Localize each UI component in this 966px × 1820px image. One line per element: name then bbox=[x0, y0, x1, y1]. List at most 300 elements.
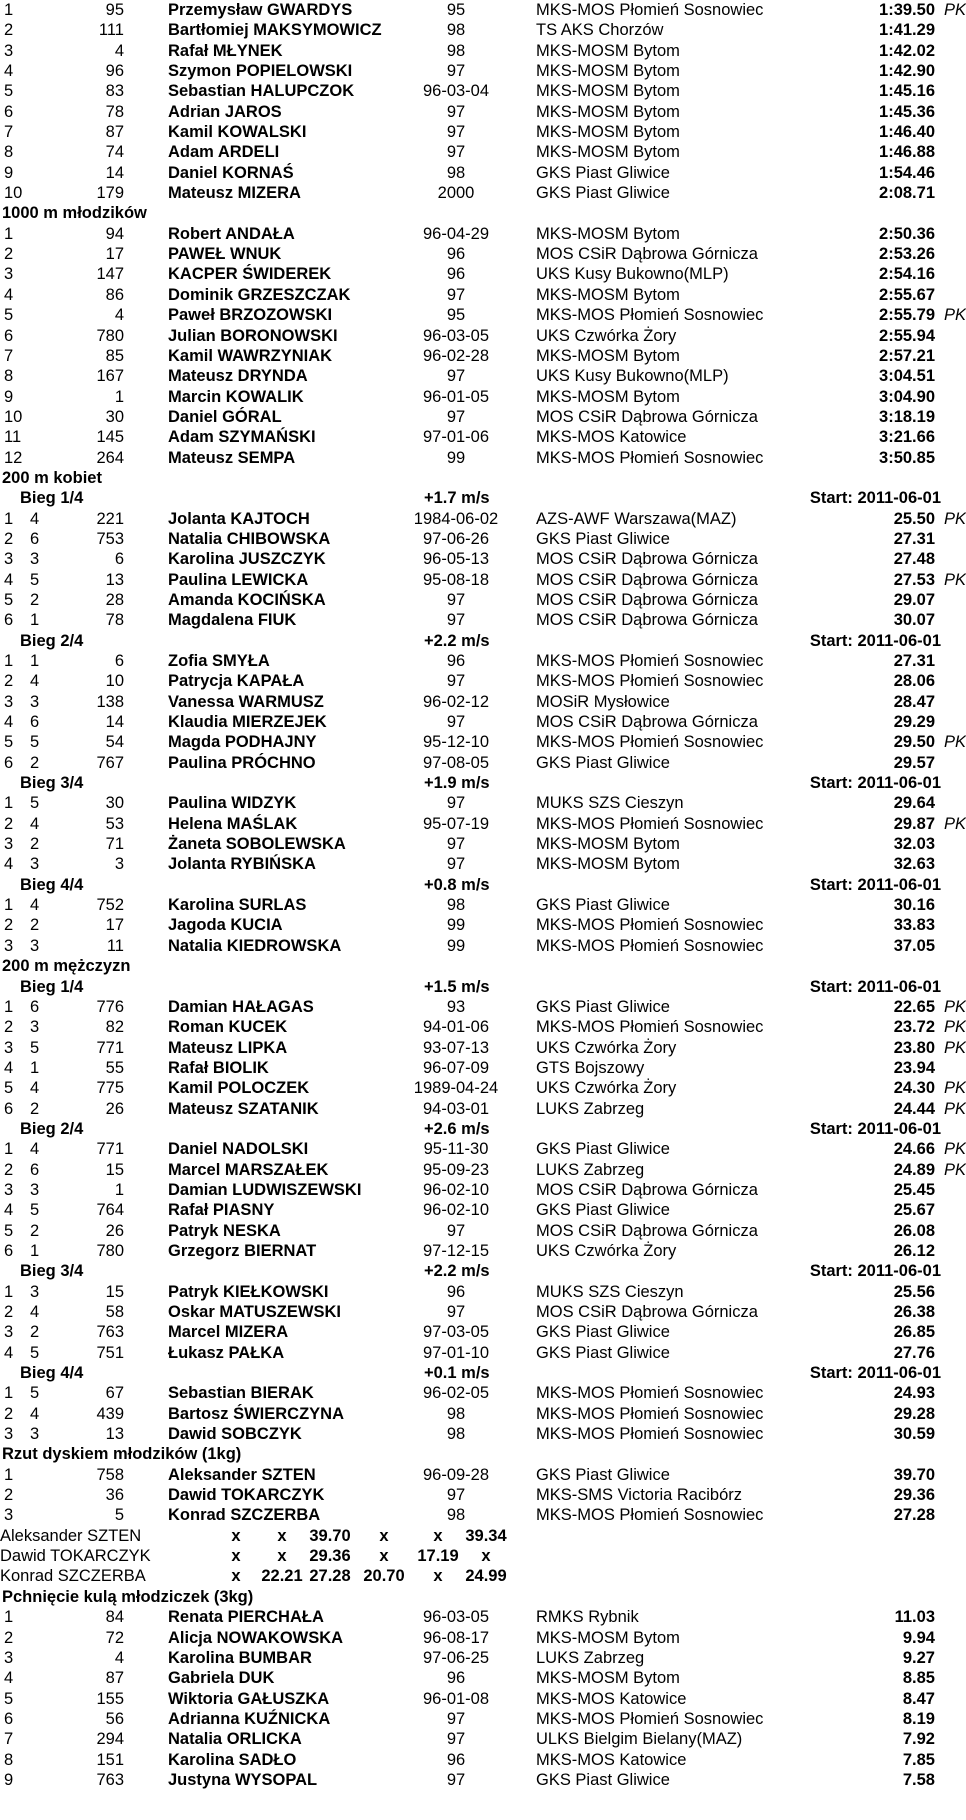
place: 1 bbox=[4, 224, 14, 243]
bib-number: 94 bbox=[105, 224, 124, 243]
place: 2 bbox=[4, 1303, 14, 1321]
bib-number: 71 bbox=[105, 835, 124, 854]
athlete-name: Natalia KIEDROWSKA bbox=[168, 936, 342, 955]
athlete-name: Paweł BRZOZOWSKI bbox=[168, 306, 333, 325]
bib-number: 771 bbox=[96, 1038, 124, 1057]
athlete-name: Alicja NOWAKOWSKA bbox=[168, 1628, 344, 1647]
club-name: MKS-MOS Płomień Sosnowiec bbox=[536, 814, 764, 833]
place: 7 bbox=[4, 1730, 14, 1749]
athlete-name: Zofia SMYŁA bbox=[168, 652, 270, 670]
place: 9 bbox=[4, 387, 14, 406]
lane: 1 bbox=[30, 611, 40, 630]
athlete-name: Karolina BUMBAR bbox=[168, 1648, 312, 1667]
athlete-name: Paulina LEWICKA bbox=[168, 570, 309, 589]
place: 5 bbox=[4, 1689, 14, 1708]
athlete-name: Szymon POPIELOWSKI bbox=[168, 62, 353, 81]
result-value: 28.47 bbox=[893, 692, 935, 711]
club-name: MKS-MOSM Bytom bbox=[536, 41, 680, 60]
club-name: MKS-MOSM Bytom bbox=[536, 387, 680, 406]
attempts-athlete-name: Dawid TOKARCZYK bbox=[0, 1547, 151, 1566]
result-row bbox=[0, 244, 960, 264]
bib-number: 30 bbox=[105, 794, 124, 813]
club-name: MKS-MOS Płomień Sosnowiec bbox=[536, 306, 764, 325]
result-value: 25.50 bbox=[893, 509, 935, 528]
lane: 5 bbox=[30, 1038, 40, 1057]
athlete-name: Mateusz SZATANIK bbox=[168, 1099, 319, 1118]
attempt-value: 27.28 bbox=[309, 1567, 351, 1586]
birth-date: 96-07-09 bbox=[422, 1058, 490, 1077]
result-row bbox=[0, 651, 960, 671]
place: 7 bbox=[4, 346, 14, 365]
result-row bbox=[0, 590, 960, 610]
birth-date: 1989-04-24 bbox=[413, 1079, 499, 1098]
attempts-athlete-name: Aleksander SZTEN bbox=[0, 1526, 142, 1545]
place: 2 bbox=[4, 672, 14, 691]
lane: 2 bbox=[30, 1221, 40, 1240]
result-value: 39.70 bbox=[893, 1465, 935, 1484]
bib-number: 771 bbox=[96, 1140, 124, 1159]
place: 5 bbox=[4, 82, 14, 101]
athlete-name: Marcel MARSZAŁEK bbox=[168, 1160, 329, 1179]
birth-date: 97 bbox=[446, 102, 466, 121]
athlete-name: Robert ANDAŁA bbox=[168, 224, 295, 243]
club-name: MKS-MOSM Bytom bbox=[536, 285, 680, 304]
birth-date: 96-03-05 bbox=[422, 1608, 490, 1627]
athlete-name: Mateusz MIZERA bbox=[168, 184, 301, 203]
club-name: MOS CSiR Dąbrowa Górnicza bbox=[536, 245, 758, 264]
attempt-value: x bbox=[231, 1567, 241, 1586]
bib-number: 111 bbox=[98, 21, 124, 40]
result-row bbox=[0, 41, 960, 61]
bib-number: 14 bbox=[105, 713, 124, 732]
birth-date: 97-01-10 bbox=[422, 1343, 490, 1362]
result-value: 24.66 bbox=[893, 1140, 935, 1159]
birth-date: 97 bbox=[446, 1303, 466, 1321]
heat-header bbox=[0, 773, 960, 793]
bib-number: 28 bbox=[105, 590, 124, 609]
club-name: MKS-MOSM Bytom bbox=[536, 82, 680, 101]
birth-date: 95 bbox=[446, 1, 466, 19]
place: 6 bbox=[4, 102, 14, 121]
club-name: GKS Piast Gliwice bbox=[536, 997, 670, 1016]
result-row bbox=[0, 346, 960, 366]
lane: 3 bbox=[30, 936, 40, 955]
result-value: 2:55.79 bbox=[879, 306, 935, 325]
attempt-value: x bbox=[231, 1526, 241, 1545]
result-row bbox=[0, 1729, 960, 1749]
birth-date: 95-12-10 bbox=[422, 733, 490, 752]
athlete-name: Damian LUDWISZEWSKI bbox=[168, 1180, 362, 1199]
result-row bbox=[0, 1770, 960, 1790]
birth-date: 97 bbox=[446, 855, 466, 874]
result-value: 22.65 bbox=[893, 997, 935, 1016]
club-name: MKS-MOSM Bytom bbox=[536, 346, 680, 365]
birth-date: 97 bbox=[446, 123, 466, 142]
athlete-name: Karolina SURLAS bbox=[168, 896, 307, 915]
attempt-value: x bbox=[277, 1547, 287, 1566]
lane: 3 bbox=[30, 1282, 40, 1301]
athlete-name: Daniel NADOLSKI bbox=[168, 1140, 309, 1159]
bib-number: 4 bbox=[114, 306, 124, 325]
bib-number: 763 bbox=[96, 1323, 124, 1342]
result-row bbox=[0, 1709, 960, 1729]
birth-date: 96-03-04 bbox=[422, 82, 490, 101]
bib-number: 764 bbox=[96, 1201, 124, 1220]
birth-date: 98 bbox=[446, 896, 466, 915]
attempt-value: 22.21 bbox=[261, 1567, 303, 1586]
bib-number: 13 bbox=[105, 1425, 124, 1444]
result-value: 32.63 bbox=[893, 855, 935, 874]
result-value: 3:18.19 bbox=[879, 407, 935, 426]
place: 2 bbox=[4, 1160, 14, 1179]
lane: 1 bbox=[30, 1241, 40, 1260]
athlete-name: Amanda KOCIŃSKA bbox=[168, 590, 326, 609]
result-value: 27.31 bbox=[893, 529, 935, 548]
lane: 4 bbox=[30, 1079, 40, 1098]
result-row bbox=[0, 509, 966, 529]
club-name: LUKS Zabrzeg bbox=[536, 1648, 645, 1667]
attempt-value: 17.19 bbox=[417, 1547, 459, 1566]
result-value: 9.27 bbox=[902, 1648, 935, 1667]
result-value: 24.30 bbox=[893, 1079, 935, 1098]
place: 1 bbox=[4, 1608, 14, 1627]
result-row bbox=[0, 610, 960, 630]
place: 1 bbox=[4, 1282, 14, 1301]
athlete-name: Rafał PIASNY bbox=[168, 1201, 275, 1220]
place: 2 bbox=[4, 916, 14, 935]
result-row bbox=[0, 142, 960, 162]
bib-number: 17 bbox=[105, 916, 124, 935]
lane: 4 bbox=[30, 1404, 40, 1423]
club-name: MKS-MOS Płomień Sosnowiec bbox=[536, 1425, 764, 1444]
result-row bbox=[0, 427, 960, 447]
place: 6 bbox=[4, 1099, 14, 1118]
birth-date: 96 bbox=[446, 652, 466, 670]
place: 4 bbox=[4, 62, 14, 81]
result-value: 2:55.67 bbox=[879, 285, 935, 304]
place: 9 bbox=[4, 1770, 14, 1789]
result-row bbox=[0, 81, 960, 101]
result-value: 27.31 bbox=[893, 652, 935, 670]
bib-number: 1 bbox=[114, 1180, 124, 1199]
place: 9 bbox=[4, 163, 14, 182]
record-mark: PK bbox=[944, 1160, 966, 1179]
birth-date: 95-11-30 bbox=[423, 1140, 489, 1159]
place: 2 bbox=[4, 1404, 14, 1423]
place: 3 bbox=[4, 692, 14, 711]
place: 5 bbox=[4, 1221, 14, 1240]
club-name: GKS Piast Gliwice bbox=[536, 1465, 670, 1484]
athlete-name: Gabriela DUK bbox=[168, 1669, 275, 1688]
bib-number: 763 bbox=[96, 1770, 124, 1789]
bib-number: 15 bbox=[105, 1282, 124, 1301]
result-value: 29.87 bbox=[893, 814, 935, 833]
birth-date: 95 bbox=[446, 306, 466, 325]
lane: 2 bbox=[30, 1099, 40, 1118]
birth-date: 95-08-18 bbox=[422, 570, 490, 589]
attempt-value: 39.34 bbox=[465, 1526, 507, 1545]
lane: 2 bbox=[30, 753, 40, 772]
result-row bbox=[0, 224, 960, 244]
lane: 2 bbox=[30, 916, 40, 935]
club-name: MKS-MOS Płomień Sosnowiec bbox=[536, 1384, 764, 1403]
result-row bbox=[0, 1099, 966, 1119]
birth-date: 96-02-28 bbox=[422, 346, 490, 365]
place: 4 bbox=[4, 855, 14, 874]
bib-number: 14 bbox=[105, 163, 124, 182]
result-value: 24.44 bbox=[893, 1099, 935, 1118]
birth-date: 96-03-05 bbox=[422, 326, 490, 345]
heat-start: Start: 2011-06-01 bbox=[809, 1119, 941, 1138]
birth-date: 99 bbox=[446, 936, 466, 955]
club-name: GKS Piast Gliwice bbox=[536, 753, 670, 772]
club-name: MOS CSiR Dąbrowa Górnicza bbox=[536, 611, 758, 630]
place: 3 bbox=[4, 265, 14, 284]
result-value: 24.89 bbox=[893, 1160, 935, 1179]
heat-header bbox=[0, 488, 960, 508]
result-value: 29.29 bbox=[893, 713, 935, 732]
club-name: UKS Czwórka Żory bbox=[536, 1079, 677, 1098]
heat-label: Bieg 1/4 bbox=[20, 977, 84, 996]
birth-date: 93 bbox=[446, 997, 466, 1016]
club-name: MKS-MOSM Bytom bbox=[536, 224, 680, 243]
athlete-name: Patryk NESKA bbox=[168, 1221, 281, 1240]
athlete-name: Przemysław GWARDYS bbox=[168, 1, 353, 19]
club-name: UKS Czwórka Żory bbox=[536, 1241, 677, 1260]
attempts-athlete-name: Konrad SZCZERBA bbox=[0, 1567, 146, 1586]
lane: 6 bbox=[30, 997, 40, 1016]
place: 5 bbox=[4, 1079, 14, 1098]
club-name: ULKS Bielgim Bielany(MAZ) bbox=[536, 1730, 743, 1749]
club-name: MUKS SZS Cieszyn bbox=[536, 1282, 684, 1301]
bib-number: 3 bbox=[114, 855, 124, 874]
result-value: 23.72 bbox=[893, 1018, 935, 1037]
birth-date: 95-07-19 bbox=[422, 814, 490, 833]
place: 1 bbox=[4, 509, 14, 528]
result-row bbox=[0, 997, 966, 1017]
birth-date: 97-08-05 bbox=[422, 753, 490, 772]
result-row bbox=[0, 549, 960, 569]
club-name: MKS-MOSM Bytom bbox=[536, 62, 680, 81]
birth-date: 97 bbox=[446, 143, 466, 162]
bib-number: 751 bbox=[96, 1343, 124, 1362]
bib-number: 13 bbox=[105, 570, 124, 589]
result-value: 27.53 bbox=[893, 570, 935, 589]
club-name: GKS Piast Gliwice bbox=[536, 1140, 670, 1159]
bib-number: 1 bbox=[114, 387, 124, 406]
place: 4 bbox=[4, 1201, 14, 1220]
place: 3 bbox=[4, 1425, 14, 1444]
place: 1 bbox=[4, 652, 14, 670]
athlete-name: Paulina PRÓCHNO bbox=[168, 753, 316, 772]
bib-number: 87 bbox=[105, 1669, 124, 1688]
place: 7 bbox=[4, 123, 14, 142]
athlete-name: Kamil KOWALSKI bbox=[168, 123, 307, 142]
athlete-name: Konrad SZCZERBA bbox=[168, 1506, 321, 1525]
birth-date: 97-01-06 bbox=[422, 428, 490, 447]
athlete-name: Sebastian BIERAK bbox=[168, 1384, 314, 1403]
bib-number: 776 bbox=[96, 997, 124, 1016]
athlete-name: Bartłomiej MAKSYMOWICZ bbox=[168, 21, 382, 40]
club-name: MKS-MOS Płomień Sosnowiec bbox=[536, 672, 764, 691]
lane: 4 bbox=[30, 1303, 40, 1321]
birth-date: 98 bbox=[446, 163, 466, 182]
bib-number: 294 bbox=[96, 1730, 124, 1749]
bib-number: 758 bbox=[96, 1465, 124, 1484]
athlete-name: Patrycja KAPAŁA bbox=[168, 672, 305, 691]
bib-number: 86 bbox=[105, 285, 124, 304]
birth-date: 96-02-10 bbox=[422, 1201, 490, 1220]
result-row bbox=[0, 122, 960, 142]
result-row bbox=[0, 305, 966, 325]
birth-date: 97 bbox=[446, 407, 466, 426]
result-row bbox=[0, 1078, 966, 1098]
lane: 3 bbox=[30, 1018, 40, 1037]
attempt-value: x bbox=[277, 1526, 287, 1545]
bib-number: 72 bbox=[105, 1628, 124, 1647]
result-row bbox=[0, 1383, 960, 1403]
record-mark: PK bbox=[944, 570, 966, 589]
place: 3 bbox=[4, 936, 14, 955]
club-name: MKS-MOSM Bytom bbox=[536, 835, 680, 854]
result-value: 28.06 bbox=[893, 672, 935, 691]
record-mark: PK bbox=[944, 733, 966, 752]
heat-start: Start: 2011-06-01 bbox=[809, 1364, 941, 1383]
place: 3 bbox=[4, 41, 14, 60]
athlete-name: Roman KUCEK bbox=[168, 1018, 288, 1037]
club-name: MOS CSiR Dąbrowa Górnicza bbox=[536, 550, 758, 569]
result-value: 2:08.71 bbox=[879, 184, 935, 203]
club-name: UKS Czwórka Żory bbox=[536, 1038, 677, 1057]
place: 6 bbox=[4, 1709, 14, 1728]
athlete-name: Natalia ORLICKA bbox=[168, 1730, 302, 1749]
result-value: 1:41.29 bbox=[879, 21, 935, 40]
birth-date: 97 bbox=[446, 794, 466, 813]
place: 1 bbox=[4, 896, 14, 915]
bib-number: 4 bbox=[114, 1648, 124, 1667]
club-name: MKS-MOS Katowice bbox=[536, 1750, 687, 1769]
result-row bbox=[0, 1689, 960, 1709]
lane: 1 bbox=[30, 652, 40, 670]
result-value: 29.07 bbox=[893, 590, 935, 609]
birth-date: 97 bbox=[446, 672, 466, 691]
athlete-name: Marcel MIZERA bbox=[168, 1323, 289, 1342]
athlete-name: Kamil POLOCZEK bbox=[168, 1079, 310, 1098]
club-name: TS AKS Chorzów bbox=[536, 21, 664, 40]
bib-number: 179 bbox=[96, 184, 124, 203]
birth-date: 97 bbox=[446, 590, 466, 609]
club-name: MOS CSiR Dąbrowa Górnicza bbox=[536, 590, 758, 609]
birth-date: 96-04-29 bbox=[422, 224, 490, 243]
section-title: 200 m kobiet bbox=[2, 468, 102, 487]
birth-date: 97 bbox=[446, 1221, 466, 1240]
bib-number: 85 bbox=[105, 346, 124, 365]
result-row bbox=[0, 1302, 960, 1322]
heat-start: Start: 2011-06-01 bbox=[809, 489, 941, 508]
birth-date: 96-09-28 bbox=[422, 1465, 490, 1484]
bib-number: 753 bbox=[96, 529, 124, 548]
bib-number: 84 bbox=[105, 1608, 124, 1627]
club-name: MOS CSiR Dąbrowa Górnicza bbox=[536, 1221, 758, 1240]
result-value: 11.03 bbox=[894, 1608, 935, 1627]
result-value: 29.28 bbox=[893, 1404, 935, 1423]
attempts-row bbox=[0, 1526, 960, 1546]
place: 2 bbox=[4, 814, 14, 833]
result-value: 1:45.16 bbox=[879, 82, 935, 101]
club-name: RMKS Rybnik bbox=[536, 1608, 639, 1627]
record-mark: PK bbox=[944, 997, 966, 1016]
club-name: MOS CSiR Dąbrowa Górnicza bbox=[536, 1303, 758, 1321]
club-name: MKS-MOS Płomień Sosnowiec bbox=[536, 733, 764, 752]
result-value: 29.57 bbox=[893, 753, 935, 772]
bib-number: 67 bbox=[105, 1384, 124, 1403]
club-name: MOS CSiR Dąbrowa Górnicza bbox=[536, 407, 758, 426]
result-value: 3:21.66 bbox=[879, 428, 935, 447]
attempt-value: 24.99 bbox=[465, 1567, 507, 1586]
club-name: MKS-MOS Płomień Sosnowiec bbox=[536, 448, 764, 467]
birth-date: 97 bbox=[446, 835, 466, 854]
bib-number: 151 bbox=[96, 1750, 124, 1769]
place: 3 bbox=[4, 1506, 14, 1525]
result-row bbox=[0, 915, 960, 935]
result-row bbox=[0, 407, 960, 427]
athlete-name: Grzegorz BIERNAT bbox=[168, 1241, 317, 1260]
result-value: 2:50.36 bbox=[879, 224, 935, 243]
athlete-name: Karolina SADŁO bbox=[168, 1750, 297, 1769]
athlete-name: Helena MAŚLAK bbox=[168, 814, 298, 833]
club-name: LUKS Zabrzeg bbox=[536, 1099, 645, 1118]
birth-date: 98 bbox=[446, 1404, 466, 1423]
result-value: 33.83 bbox=[893, 916, 935, 935]
heat-label: Bieg 4/4 bbox=[20, 1364, 84, 1383]
attempt-value: x bbox=[433, 1567, 443, 1586]
heat-wind: +0.1 m/s bbox=[424, 1364, 490, 1383]
bib-number: 58 bbox=[105, 1303, 124, 1321]
birth-date: 97 bbox=[446, 1730, 466, 1749]
result-value: 3:04.90 bbox=[879, 387, 935, 406]
place: 8 bbox=[4, 1750, 14, 1769]
result-row bbox=[0, 326, 960, 346]
result-row bbox=[0, 1750, 960, 1770]
attempt-value: 20.70 bbox=[363, 1567, 405, 1586]
heat-wind: +2.2 m/s bbox=[424, 1262, 490, 1281]
athlete-name: Wiktoria GAŁUSZKA bbox=[168, 1689, 330, 1708]
place: 3 bbox=[4, 1038, 14, 1057]
place: 1 bbox=[4, 1465, 14, 1484]
place: 2 bbox=[4, 529, 14, 548]
club-name: UKS Kusy Bukowno(MLP) bbox=[536, 265, 729, 284]
lane: 1 bbox=[30, 1058, 40, 1077]
place: 1 bbox=[4, 1384, 14, 1403]
result-row bbox=[0, 1424, 960, 1444]
athlete-name: Marcin KOWALIK bbox=[168, 387, 304, 406]
club-name: MKS-MOS Katowice bbox=[536, 428, 687, 447]
place: 3 bbox=[4, 550, 14, 569]
birth-date: 99 bbox=[446, 916, 466, 935]
athlete-name: Justyna WYSOPAL bbox=[168, 1770, 318, 1789]
club-name: GKS Piast Gliwice bbox=[536, 529, 670, 548]
result-value: 29.50 bbox=[893, 733, 935, 752]
lane: 4 bbox=[30, 896, 40, 915]
result-value: 8.47 bbox=[902, 1689, 935, 1708]
athlete-name: Natalia CHIBOWSKA bbox=[168, 529, 331, 548]
bib-number: 17 bbox=[105, 245, 124, 264]
club-name: GKS Piast Gliwice bbox=[536, 1201, 670, 1220]
result-row bbox=[0, 264, 960, 284]
birth-date: 97 bbox=[446, 713, 466, 732]
athlete-name: Mateusz SEMPA bbox=[168, 448, 296, 467]
record-mark: PK bbox=[944, 1099, 966, 1118]
